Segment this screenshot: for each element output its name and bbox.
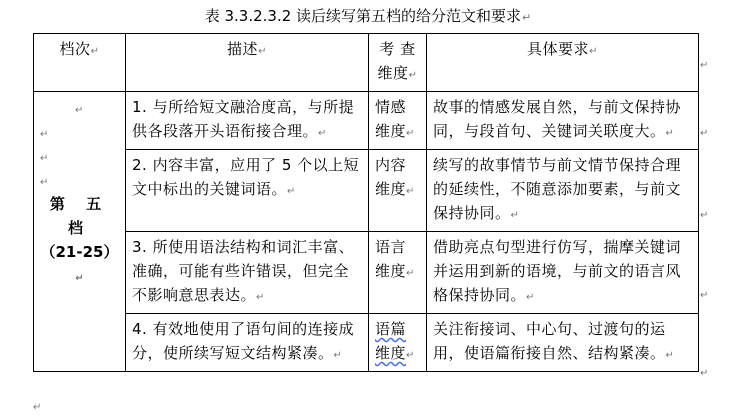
grade-cell: ↵ ↵ ↵ ↵ 第 五 档 （21-25）↵ (34, 92, 126, 372)
grade-range: （21-25）↵ (40, 243, 119, 284)
header-requirements: 具体要求↵ (427, 34, 699, 92)
table-row (34, 150, 699, 232)
grading-table (33, 33, 699, 372)
header-dimension: 考 查 维度↵ (369, 34, 427, 92)
row-requirement: 借助亮点句型进行仿写，揣摩关键词并运用到新的语境，与前文的语言风格保持协同。↵ (427, 232, 699, 314)
row-end-mark: ↵ (700, 210, 709, 221)
row-requirement: 关注衔接词、中心句、过渡句的运用，使语篇衔接自然、结构紧凑。↵ (427, 314, 699, 372)
header-grade: 档次↵ (34, 34, 126, 92)
row-end-mark: ↵ (700, 368, 709, 379)
header-description: 描述↵ (126, 34, 369, 92)
table-row (34, 314, 699, 372)
row-end-mark: ↵ (700, 290, 709, 301)
row-description: 3. 所使用语法结构和词汇丰富、准确，可能有些许错误，但完全不影响意思表达。↵ (126, 232, 369, 314)
row-requirement: 故事的情感发展自然，与前文保持协同，与段首句、关键词关联度大。↵ (427, 92, 699, 150)
table-header-row (34, 34, 699, 92)
row-end-mark: ↵ (700, 60, 709, 71)
grade-name: 第 五 档 (49, 195, 110, 237)
row-description: 2. 内容丰富，应用了 5 个以上短文中标出的关键词语。↵ (126, 150, 369, 232)
caption-text: 表 3.3.2.3.2 读后续写第五档的给分范文和要求 (204, 7, 522, 25)
row-description: 4. 有效地使用了语句间的连接成分，使所续写短文结构紧凑。↵ (126, 314, 369, 372)
table-row (34, 92, 699, 150)
row-end-mark: ↵ (700, 128, 709, 139)
row-dimension: 语篇 维度↵ (369, 314, 427, 372)
table-row (34, 232, 699, 314)
paragraph-mark: ↵ (522, 11, 532, 24)
row-dimension: 内容维度↵ (369, 150, 427, 232)
row-requirement: 续写的故事情节与前文情节保持合理的延续性，不随意添加要素，与前文保持协同。↵ (427, 150, 699, 232)
row-dimension: 语言维度↵ (369, 232, 427, 314)
paragraph-mark: ↵ (33, 402, 42, 413)
table-caption (0, 6, 736, 28)
row-dimension: 情感维度↵ (369, 92, 427, 150)
row-description: 1. 与所给短文融洽度高，与所提供各段落开头语衔接合理。↵ (126, 92, 369, 150)
